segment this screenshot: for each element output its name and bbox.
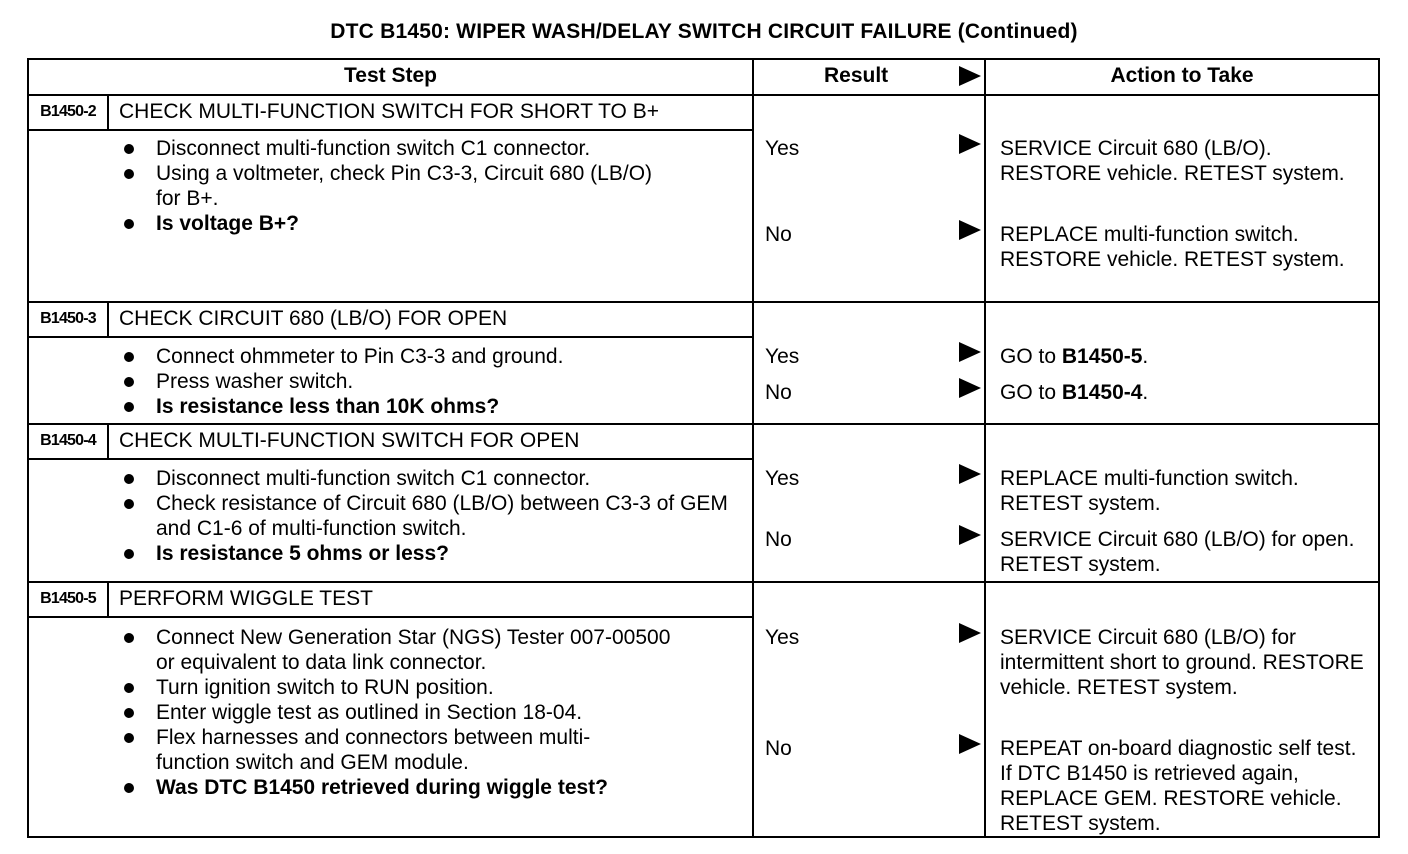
action-text: GO to B1450-5.: [1000, 345, 1149, 368]
step-title-divider: [29, 616, 754, 618]
page-title: DTC B1450: WIPER WASH/DELAY SWITCH CIRCUIT FAILURE (Continued): [330, 20, 1078, 43]
arrow-icon: [959, 525, 981, 545]
step-b1450-4: [29, 425, 1378, 579]
action-text: REPEAT on-board diagnostic self test. If DTC B1450 is retrieved again, REPLACE GEM. RESTORE vehicle. RETEST system.: [1000, 737, 1357, 835]
header-test-step: Test Step: [344, 64, 437, 87]
bullet-item: Check resistance of Circuit 680 (LB/O) between C3-3 of GEM and C1-6 of multi-function switch.: [121, 491, 731, 541]
result-no: No: [765, 223, 792, 246]
action-text: SERVICE Circuit 680 (LB/O) for intermittent short to ground. RESTORE vehicle. RETEST system.: [1000, 626, 1364, 699]
bullet-item: Flex harnesses and connectors between multi-function switch and GEM module.: [121, 725, 626, 775]
action-text: REPLACE multi-function switch. RETEST system.: [1000, 467, 1299, 515]
action-text: GO to B1450-4.: [1000, 381, 1149, 404]
step-b1450-5: [29, 583, 1378, 836]
arrow-icon: [959, 134, 981, 154]
result-yes: Yes: [765, 345, 800, 368]
bullet-item: Connect New Generation Star (NGS) Tester 007-00500 or equivalent to data link connector.: [121, 625, 686, 675]
result-no: No: [765, 528, 792, 551]
header-result: Result: [824, 64, 889, 87]
step-title: CHECK CIRCUIT 680 (LB/O) FOR OPEN: [119, 307, 508, 330]
arrow-icon: [959, 378, 981, 398]
step-id: B1450-5: [29, 583, 109, 616]
bullet-item: Enter wiggle test as outlined in Section 18-04.: [121, 700, 731, 725]
step-bullets: [121, 466, 731, 566]
action-text: SERVICE Circuit 680 (LB/O). RESTORE vehicle. RETEST system.: [1000, 137, 1345, 185]
bullet-question: Was DTC B1450 retrieved during wiggle test?: [121, 775, 731, 800]
bullet-question: Is resistance 5 ohms or less?: [121, 541, 731, 566]
arrow-icon: [959, 734, 981, 754]
arrow-icon: [959, 342, 981, 362]
step-title: PERFORM WIGGLE TEST: [119, 587, 373, 610]
result-no: No: [765, 737, 792, 760]
header-action: Action to Take: [1110, 64, 1254, 87]
bullet-item: Using a voltmeter, check Pin C3-3, Circuit 680 (LB/O) for B+.: [121, 161, 656, 211]
bullet-item: Disconnect multi-function switch C1 connector.: [121, 136, 731, 161]
step-title-divider: [29, 129, 754, 131]
header-arrow-icon: [959, 66, 981, 86]
bullet-item: Disconnect multi-function switch C1 connector.: [121, 466, 731, 491]
action-text: SERVICE Circuit 680 (LB/O) for open. RETEST system.: [1000, 528, 1355, 576]
step-id: B1450-2: [29, 96, 109, 129]
step-title-divider: [29, 336, 754, 338]
bullet-question: Is resistance less than 10K ohms?: [121, 394, 731, 419]
step-title: CHECK MULTI-FUNCTION SWITCH FOR SHORT TO B+: [119, 100, 660, 123]
arrow-icon: [959, 220, 981, 240]
result-yes: Yes: [765, 137, 800, 160]
result-yes: Yes: [765, 626, 800, 649]
step-bullets: [121, 136, 731, 236]
step-bullets: [121, 625, 731, 800]
step-id: B1450-4: [29, 425, 109, 458]
bullet-question: Is voltage B+?: [121, 211, 731, 236]
bullet-item: Press washer switch.: [121, 369, 731, 394]
bullet-item: Connect ohmmeter to Pin C3-3 and ground.: [121, 344, 731, 369]
result-yes: Yes: [765, 467, 800, 490]
bullet-item: Turn ignition switch to RUN position.: [121, 675, 731, 700]
step-id: B1450-3: [29, 303, 109, 336]
action-text: REPLACE multi-function switch. RESTORE vehicle. RETEST system.: [1000, 223, 1345, 271]
step-title: CHECK MULTI-FUNCTION SWITCH FOR OPEN: [119, 429, 580, 452]
result-no: No: [765, 381, 792, 404]
arrow-icon: [959, 464, 981, 484]
arrow-icon: [959, 623, 981, 643]
step-bullets: [121, 344, 731, 419]
step-b1450-3: [29, 303, 1378, 423]
diagnostic-table: [27, 58, 1380, 838]
step-b1450-2: [29, 96, 1378, 301]
step-title-divider: [29, 458, 754, 460]
